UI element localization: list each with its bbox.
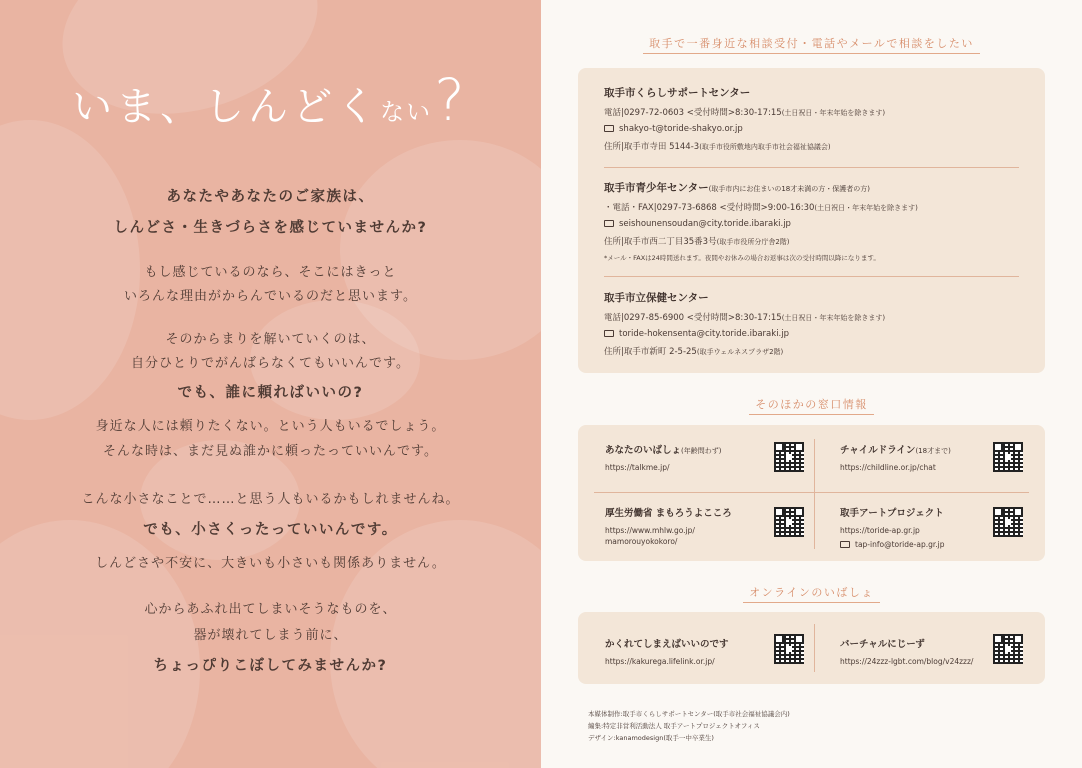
- mail-icon: [840, 541, 850, 548]
- cell-email[interactable]: tap-info@toride-ap.gr.jp: [840, 539, 944, 550]
- credit-line: 編集:特定非営利活動法人 取手アートプロジェクトオフィス: [588, 722, 760, 730]
- cell-url[interactable]: https://24zzz-lgbt.com/blog/v24zzz/: [840, 657, 974, 666]
- qr-code-icon[interactable]: [774, 442, 804, 472]
- org-address: 住所|取手市新町 2-5-25(取手ウェルネスプラザ2階): [604, 347, 784, 357]
- org-phone: ・電話・FAX|0297-73-6868 <受付時間>9:00-16:30(土日祝日・年末年始を除きます): [604, 203, 918, 213]
- org-name: 取手市青少年センター(取手市内にお住まいの18才未満の方・保護者の方): [604, 182, 870, 194]
- org-seishounen-center: [604, 180, 1019, 262]
- other-contacts-card: [578, 425, 1045, 561]
- credits: [588, 708, 790, 744]
- right-panel: [541, 0, 1082, 768]
- main-contacts-card: [578, 68, 1045, 373]
- paragraph-line: もし感じているのなら、そこにはきっと: [144, 265, 397, 280]
- online-kakurega: [605, 636, 729, 667]
- headline: [0, 66, 541, 134]
- mail-icon: [604, 220, 614, 227]
- org-email[interactable]: seishounensoudan@city.toride.ibaraki.jp: [604, 219, 1019, 229]
- org-hoken-center: [604, 290, 1019, 357]
- org-address: 住所|取手市西二丁目35番3号(取手市役所分庁舎2階): [604, 237, 790, 247]
- divider: [594, 492, 1029, 493]
- other-toride-art: [840, 505, 944, 550]
- cell-url[interactable]: https://kakurega.lifelink.or.jp/: [605, 657, 715, 666]
- qr-code-icon[interactable]: [993, 507, 1023, 537]
- headline-small: ない: [380, 98, 433, 126]
- headline-main: いま、しんどく: [72, 84, 381, 130]
- cell-url[interactable]: https://toride-ap.gr.jp: [840, 526, 920, 535]
- online-card: [578, 612, 1045, 684]
- qr-code-icon[interactable]: [774, 507, 804, 537]
- paragraph-line: でも、誰に頼ればいいの?: [177, 385, 364, 401]
- paragraph-line: 器が壊れてしまう前に、: [193, 628, 348, 643]
- org-note: *メール・FAXは24時間送れます。夜間やお休みの場合お返事は次の受付時間以降になります。: [604, 254, 880, 262]
- cell-name: バーチャルにじーず: [840, 639, 925, 650]
- qr-code-icon[interactable]: [993, 442, 1023, 472]
- org-name: 取手市立保健センター: [604, 292, 709, 304]
- other-talkme: [605, 442, 721, 473]
- divider: [814, 624, 815, 672]
- org-phone: 電話|0297-72-0603 <受付時間>8:30-17:15(土日祝日・年末年始を除きます): [604, 108, 886, 118]
- paragraph-line: しんどさや不安に、大きいも小さいも関係ありません。: [95, 556, 446, 571]
- cell-name: 厚生労働省 まもろうよこころ: [605, 508, 732, 519]
- paragraph-line: ちょっぴりこぼしてみませんか?: [153, 658, 388, 674]
- cell-name: かくれてしまえばいいのです: [605, 639, 729, 650]
- other-mhlw: [605, 505, 732, 547]
- credit-line: 本媒体制作:取手市くらしサポートセンター(取手市社会福祉協議会内): [588, 710, 790, 718]
- paragraph-line: そのからまりを解いていくのは、: [165, 332, 376, 347]
- paragraph-line: あなたやあなたのご家族は、: [166, 189, 375, 205]
- cell-url[interactable]: https://childline.or.jp/chat: [840, 463, 936, 472]
- cell-name: 取手アートプロジェクト: [840, 508, 944, 519]
- online-nijiizu: [840, 636, 973, 667]
- section-title-other: そのほかの窓口情報: [578, 396, 1045, 412]
- cell-url[interactable]: https://www.mhlw.go.jp/ mamorouyokokoro/: [605, 526, 695, 546]
- credit-line: デザイン:kanamodesign(取手一中卒業生): [588, 734, 714, 742]
- section-title-online: オンラインのいばしょ: [578, 584, 1045, 600]
- cell-name: あなたのいばしょ(年齢問わず): [605, 445, 722, 456]
- paragraph-line: いろんな理由がからんでいるのだと思います。: [124, 289, 417, 304]
- org-email[interactable]: shakyo-t@toride-shakyo.or.jp: [604, 124, 1019, 134]
- paragraph-line: 自分ひとりでがんばらなくてもいいんです。: [131, 356, 410, 371]
- org-email[interactable]: toride-hokensenta@city.toride.ibaraki.jp: [604, 329, 1019, 339]
- paragraph-line: 身近な人には頼りたくない。という人もいるでしょう。: [95, 419, 446, 434]
- mail-icon: [604, 125, 614, 132]
- other-childline: [840, 442, 951, 473]
- paragraph-line: でも、小さくったっていいんです。: [143, 522, 398, 538]
- paragraph-line: こんな小さなことで……と思う人もいるかもしれませんね。: [81, 492, 460, 507]
- cell-name: チャイルドライン(18才まで): [840, 445, 951, 456]
- paragraph-line: そんな時は、まだ見ぬ誰かに頼ったっていいんです。: [103, 444, 438, 459]
- divider: [604, 167, 1019, 168]
- org-phone: 電話|0297-85-6900 <受付時間>8:30-17:15(土日祝日・年末年始を除きます): [604, 313, 886, 323]
- qr-code-icon[interactable]: [993, 634, 1023, 664]
- org-name: 取手市くらしサポートセンター: [604, 87, 751, 99]
- paragraph-line: しんどさ・生きづらさを感じていませんか?: [113, 220, 428, 236]
- org-kurashi-support: [604, 85, 1019, 152]
- headline-question-mark: ?: [434, 66, 469, 134]
- org-address: 住所|取手市寺田 5144-3(取手市役所敷地内取手市社会福祉協議会): [604, 142, 831, 152]
- section-title-main: 取手で一番身近な相談受付・電話やメールで相談をしたい: [578, 35, 1045, 51]
- divider: [814, 439, 815, 549]
- qr-code-icon[interactable]: [774, 634, 804, 664]
- cell-url[interactable]: https://talkme.jp/: [605, 463, 670, 472]
- divider: [604, 276, 1019, 277]
- paragraph-line: 心からあふれ出てしまいそうなものを、: [144, 602, 397, 617]
- mail-icon: [604, 330, 614, 337]
